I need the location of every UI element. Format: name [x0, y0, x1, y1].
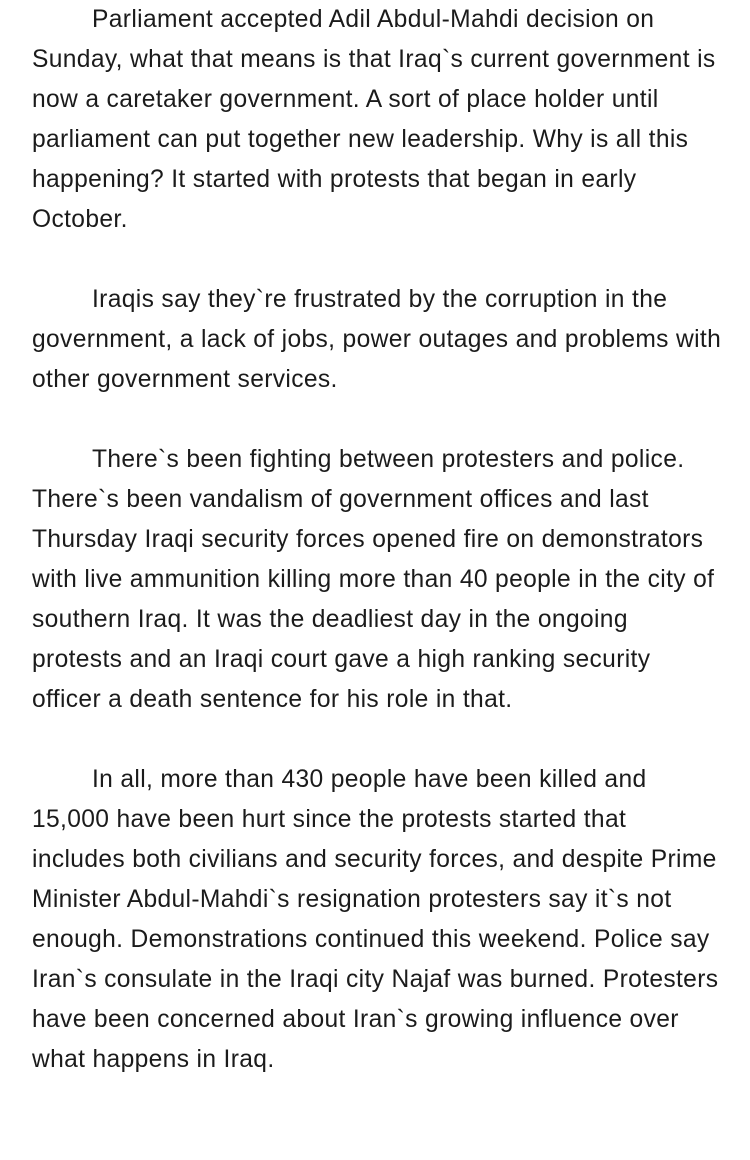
- article-paragraph-2: Iraqis say they`re frustrated by the corruption in the government, a lack of jobs, power outages and problems with other government services.: [32, 286, 722, 393]
- article-paragraph-4: In all, more than 430 people have been killed and 15,000 have been hurt since the protests started that includes both civilians and security forces, and despite Prime Minister Abdul-Mahdi`s resignation protesters say it`s not enough. Demonstrations continued this weekend. Police say Iran`s consulate in the Iraqi city Najaf was burned. Protesters have been concerned about Iran`s growing influence over what happens in Iraq.: [32, 766, 719, 1073]
- article-paragraph-3: There`s been fighting between protesters and police. There`s been vandalism of government offices and last Thursday Iraqi security forces opened fire on demonstrators with live ammunition killing more than 40 people in the city of southern Iraq. It was the deadliest day in the ongoing protests and an Iraqi court gave a high ranking security officer a death sentence for his role in that.: [32, 446, 715, 713]
- article-paragraph-1: Parliament accepted Adil Abdul-Mahdi decision on Sunday, what that means is that Iraq`s current government is now a caretaker government. A sort of place holder until parliament can put together new leadership. Why is all this happening? It started with protests that began in early October.: [32, 6, 716, 233]
- article-body: [32, 0, 722, 1080]
